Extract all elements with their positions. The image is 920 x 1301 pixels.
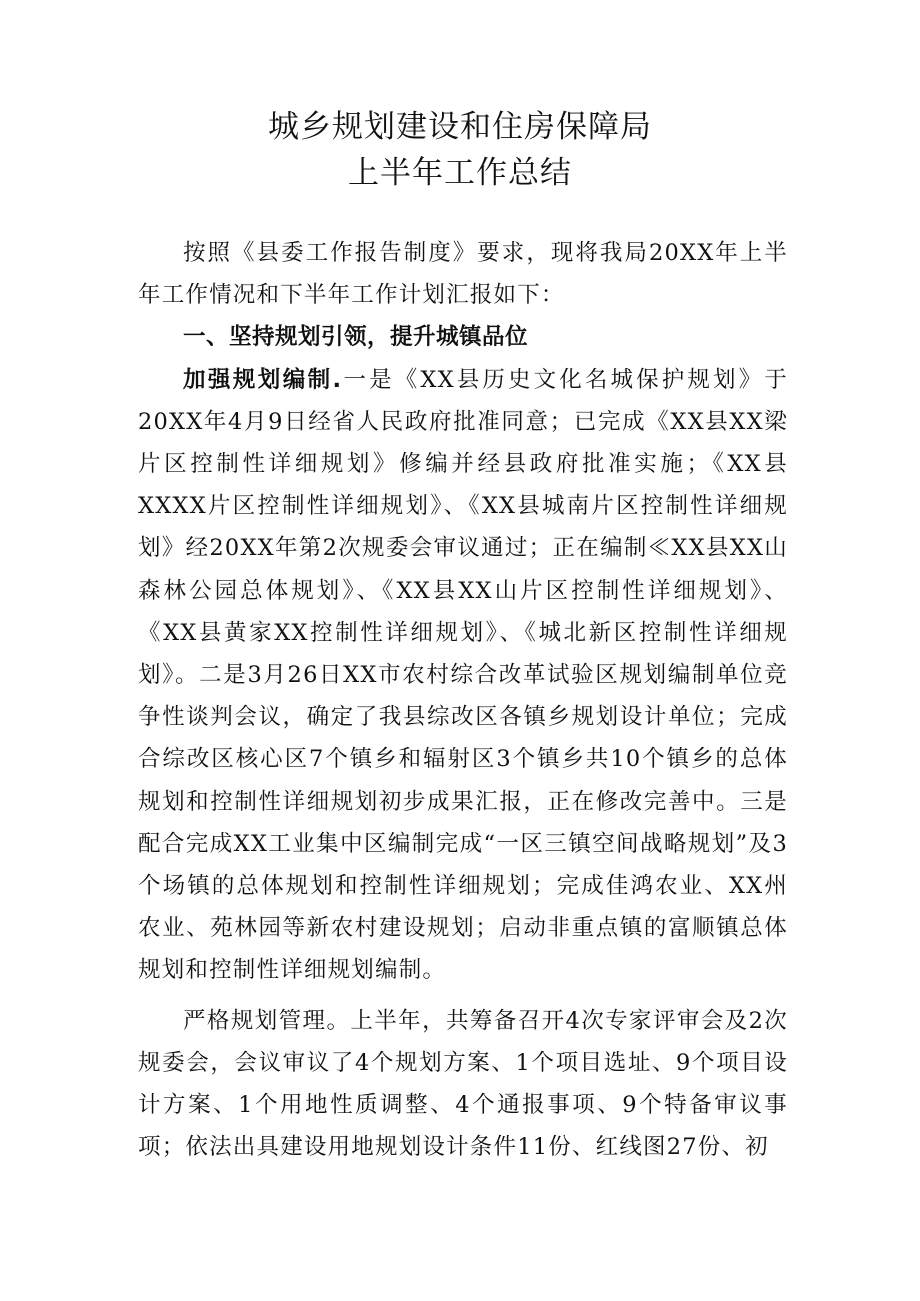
intro-paragraph: 按照《县委工作报告制度》要求，现将我局20XX年上半年工作情况和下半年工作计划汇报如下： — [138, 240, 788, 309]
document-title — [0, 104, 920, 196]
title-line-2: 上半年工作总结 — [348, 155, 572, 191]
paragraph-planning-compilation — [138, 359, 788, 992]
paragraph-body: 一是《XX县历史文化名城保护规划》于20XX年4月9日经省人民政府批准同意；已完成《XX县XX梁片区控制性详细规划》修编并经县政府批准实施；《XX县XXXX片区控制性详细规划》、《XX县城南片区控制性详细规划》经20XX年第2次规委会审议通过；正在编制≪XX县XX山森林公园总体规划》、《XX县XX山片区控制性详细规划》、《XX县黄家XX控制性详细规划》、《城北新区控制性详细规划》。二是3月26日XX市农村综合改革试验区规划编制单位竞争性谈判会议，确定了我县综改区各镇乡规划设计单位；完成合综改区核心区7个镇乡和辐射区3个镇乡共10个镇乡的总体规划和控制性详细规划初步成果汇报，正在修改完善中。三是配合完成XX工业集中区编制完成“一区三镇空间战略规划”及3个场镇的总体规划和控制性详细规划；完成佳鸿农业、XX州农业、苑林园等新农村建设规划；启动非重点镇的富顺镇总体规划和控制性详细规划编制。 — [138, 366, 788, 984]
document-body — [138, 232, 788, 1168]
title-line-1: 城乡规划建设和住房保障局 — [268, 109, 652, 145]
paragraph-planning-management: 严格规划管理。上半年，共筹备召开4次专家评审会及2次规委会，会议审议了4个规划方案、1个项目选址、9个项目设计方案、1个用地性质调整、4个通报事项、9个特备审议事项；依法出具建设用地规划设计条件11份、红线图27份、初 — [138, 1007, 788, 1161]
section-heading-1: 一、坚持规划引领，提升城镇品位 — [183, 324, 529, 351]
paragraph-lead: 加强规划编制. — [183, 366, 342, 393]
